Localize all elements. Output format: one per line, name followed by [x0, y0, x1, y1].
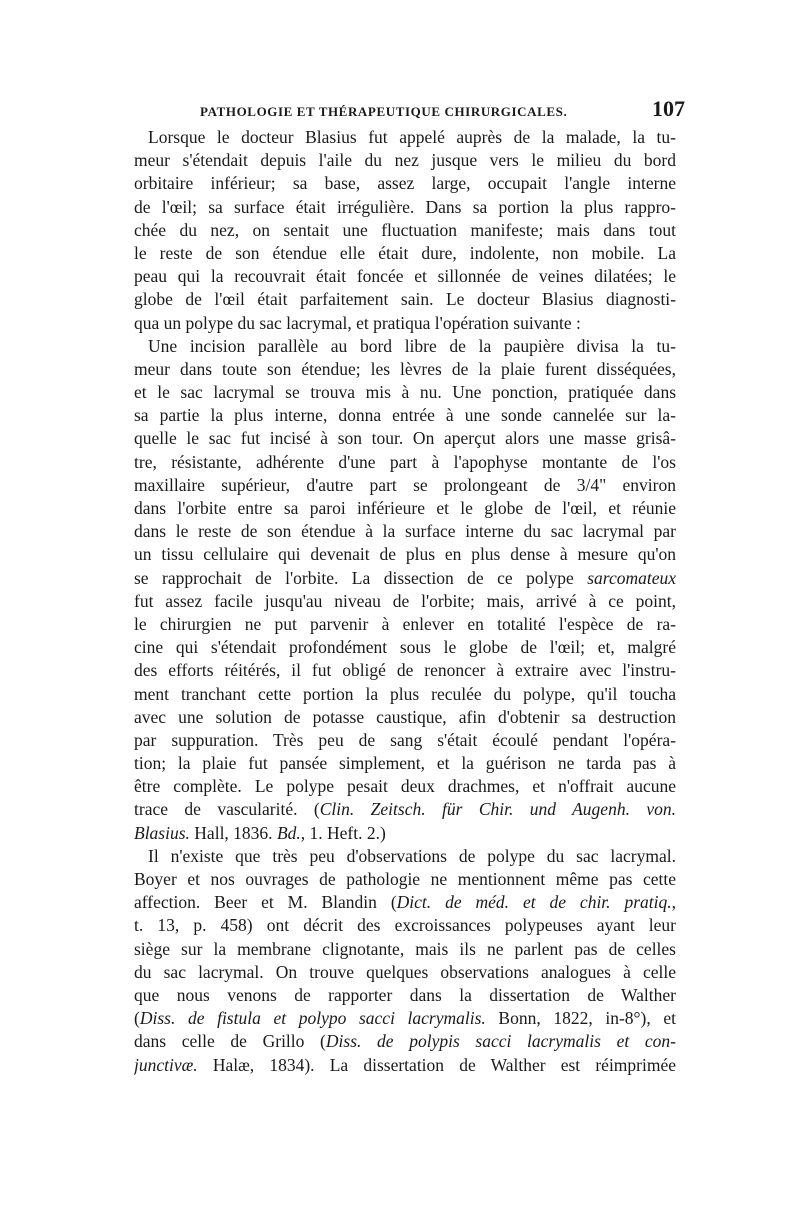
body-text — [134, 126, 676, 1077]
line-text: par suppuration. Très peu de sang s'était écoulé pendant l'opéra- — [134, 729, 676, 750]
text-line — [134, 1007, 676, 1030]
line-text: peau qui la recouvrait était foncée et sillonnée de veines dilatées; le — [134, 266, 676, 287]
text-line — [134, 636, 676, 659]
line-text: du sac lacrymal. On trouve quelques observations analogues à celle — [134, 961, 676, 982]
line-text: Il n'existe que très peu d'observations de polype du sac lacrymal. — [148, 845, 676, 866]
line-text: que nous venons de rapporter dans la dissertation de Walther — [134, 984, 676, 1005]
text-line — [134, 427, 676, 450]
line-text: Lorsque le docteur Blasius fut appelé auprès de la malade, la tu- — [148, 127, 676, 147]
text-line — [134, 543, 676, 566]
text-line — [134, 126, 676, 149]
line-text: le reste de son étendue elle était dure, indolente, non mobile. La — [134, 242, 676, 263]
line-text: et le sac lacrymal se trouva mis à nu. Une ponction, pratiquée dans — [134, 382, 676, 403]
text-line — [134, 567, 676, 590]
line-text: sa partie la plus interne, donna entrée à une sonde cannelée sur la- — [134, 405, 676, 426]
line-text: Hall, 1836. — [189, 822, 277, 843]
italic-text: Blasius. — [134, 822, 190, 843]
line-text: globe de l'œil était parfaitement sain. Le docteur Blasius diagnosti- — [134, 289, 676, 310]
line-text: tre, résistante, adhérente d'une part à l'apophyse montante de l'os — [134, 451, 676, 472]
text-line — [134, 1030, 676, 1053]
text-line — [134, 149, 676, 172]
italic-text: Bd. — [276, 822, 301, 843]
line-text: t. 13, p. 458) ont décrit des excroissances polypeuses ayant leur — [134, 915, 676, 936]
text-line — [134, 613, 676, 636]
page-header — [200, 96, 685, 122]
line-text: quelle le sac fut incisé à son tour. On aperçut alors une masse grisâ- — [134, 428, 676, 449]
text-line — [134, 358, 676, 381]
line-text: dans celle de Grillo ( — [134, 1031, 326, 1052]
line-text: se rapprochait de l'orbite. La dissection de ce polype — [134, 567, 588, 588]
text-line — [134, 868, 676, 891]
text-line — [134, 891, 676, 914]
line-text: Boyer et nos ouvrages de pathologie ne mentionnent même pas cette — [134, 869, 676, 889]
text-line — [134, 914, 676, 937]
line-text: dans l'orbite entre sa paroi inférieure et le globe de l'œil, et réunie — [134, 498, 676, 518]
line-text: des efforts réitérés, il fut obligé de renoncer à extraire avec l'instru- — [134, 660, 676, 681]
line-text: de l'œil; sa surface était irrégulière. Dans sa portion la plus rappro- — [134, 196, 676, 217]
line-text: maxillaire supérieur, d'autre part se prolongeant de 3/4" environ — [134, 474, 676, 495]
text-line — [134, 961, 676, 984]
text-line — [134, 265, 676, 288]
line-text: trace de vascularité. ( — [134, 799, 320, 820]
text-line — [134, 775, 676, 798]
text-line — [134, 312, 676, 335]
text-line — [134, 288, 676, 311]
italic-text: Dict. de méd. et de chir. pratiq. — [396, 892, 672, 913]
text-line — [134, 1054, 676, 1077]
line-text: qua un polype du sac lacrymal, et pratiqua l'opération suivante : — [134, 312, 581, 333]
line-text: chée du nez, on sentait une fluctuation manifeste; mais dans tout — [134, 219, 676, 240]
line-text: avec une solution de potasse caustique, afin d'obtenir sa destruction — [134, 706, 676, 727]
line-text: orbitaire inférieur; sa base, assez large, occupait l'angle interne — [134, 173, 676, 194]
line-text: un tissu cellulaire qui devenait de plus en plus dense à mesure qu'on — [134, 544, 676, 565]
line-text: siège sur la membrane clignotante, mais ils ne parlent pas de celles — [134, 938, 676, 959]
line-text: ment tranchant cette portion la plus reculée du polype, qu'il toucha — [134, 683, 676, 704]
text-line — [134, 497, 676, 520]
text-line — [134, 172, 676, 195]
italic-text: Diss. de fistula et polypo sacci lacrymalis. — [139, 1008, 486, 1029]
text-line — [134, 242, 676, 265]
text-line — [134, 219, 676, 242]
text-line — [134, 335, 676, 358]
text-line — [134, 752, 676, 775]
text-line — [134, 659, 676, 682]
italic-text: Diss. de polypis sacci lacrymalis et con- — [325, 1031, 676, 1052]
running-title: PATHOLOGIE ET THÉRAPEUTIQUE CHIRURGICALES. — [200, 104, 568, 119]
italic-text: Clin. Zeitsch. für Chir. und Augenh. von. — [319, 799, 676, 820]
line-text: fut assez facile jusqu'au niveau de l'orbite; mais, arrivé à ce point, — [134, 590, 676, 611]
text-line — [134, 196, 676, 219]
line-text: affection. Beer et M. Blandin ( — [134, 892, 397, 913]
text-line — [134, 451, 676, 474]
text-line — [134, 984, 676, 1007]
italic-text: sarcomateux — [587, 567, 676, 588]
line-text: être complète. Le polype pesait deux drachmes, et n'offrait aucune — [134, 776, 676, 797]
text-line — [134, 404, 676, 427]
text-line — [134, 520, 676, 543]
text-line — [134, 683, 676, 706]
line-text: meur dans toute son étendue; les lèvres de la plaie furent disséquées, — [134, 358, 676, 379]
italic-text: junctivæ. — [134, 1054, 198, 1075]
text-line — [134, 798, 676, 821]
text-line — [134, 590, 676, 613]
text-line — [134, 729, 676, 752]
line-text: , — [671, 892, 676, 913]
text-line — [134, 706, 676, 729]
line-text: Bonn, 1822, in-8°), et — [485, 1008, 676, 1029]
line-text: tion; la plaie fut pansée simplement, et la guérison ne tarda pas à — [134, 753, 676, 774]
line-text: ( — [134, 1008, 140, 1029]
text-line — [134, 938, 676, 961]
line-text: Une incision parallèle au bord libre de la paupière divisa la tu- — [148, 335, 676, 356]
text-line — [134, 381, 676, 404]
text-line — [134, 474, 676, 497]
line-text: meur s'étendait depuis l'aile du nez jusque vers le milieu du bord — [134, 150, 676, 171]
line-text: le chirurgien ne put parvenir à enlever en totalité l'espèce de ra- — [134, 613, 676, 634]
line-text: cine qui s'étendait profondément sous le globe de l'œil; et, malgré — [134, 637, 676, 658]
line-text: Halæ, 1834). La dissertation de Walther est réimprimée — [197, 1054, 676, 1075]
line-text: , 1. Heft. 2.) — [300, 822, 386, 843]
page-number: 107 — [652, 96, 685, 121]
text-line — [134, 845, 676, 868]
text-line — [134, 822, 676, 845]
line-text: dans le reste de son étendue à la surface interne du sac lacrymal par — [134, 521, 676, 542]
